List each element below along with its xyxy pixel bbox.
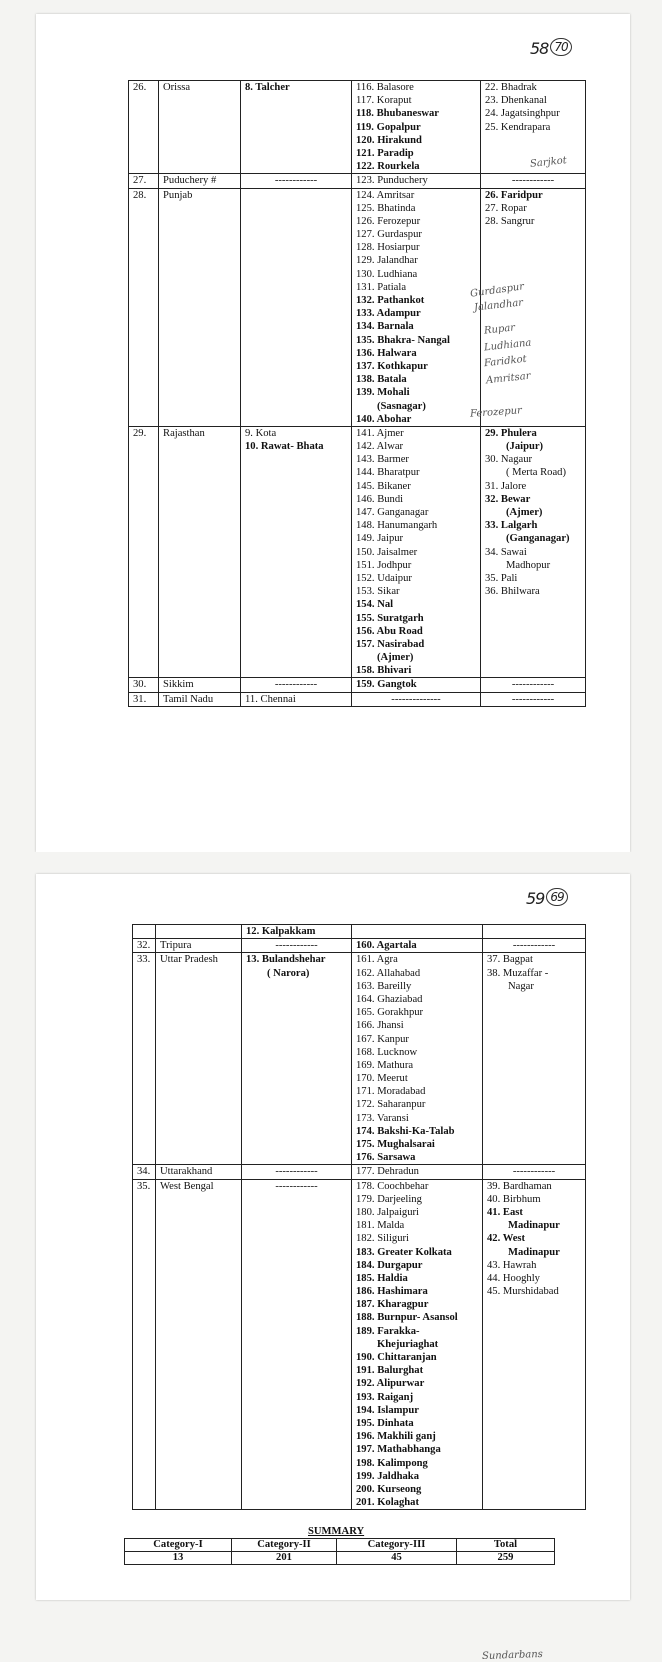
table-row: [133, 925, 586, 939]
city-entry: Madinapur: [508, 1246, 560, 1258]
summary-header-row: [125, 1539, 555, 1552]
city-entry: 147. Ganganagar: [356, 507, 429, 519]
city-entry: 35. Pali: [485, 572, 518, 584]
city-entry: 171. Moradabad: [356, 1086, 426, 1098]
city-entry: (Ajmer): [506, 507, 543, 519]
serial-number-cell: 35.: [133, 1179, 156, 1510]
summary-header: Category-I: [125, 1539, 232, 1552]
category-2-cell: [352, 953, 483, 1165]
city-entry: ------------: [512, 940, 556, 952]
city-entry: 183. Greater Kolkata: [356, 1246, 452, 1258]
city-entry: 164. Ghaziabad: [356, 993, 423, 1005]
city-entry: 42. West: [487, 1233, 526, 1245]
city-entry: 198. Kalimpong: [356, 1457, 428, 1469]
serial-number-cell: 32.: [133, 939, 156, 953]
city-entry: 165. Gorakhpur: [356, 1007, 424, 1019]
category-2-cell: [352, 678, 481, 692]
city-entry: 157. Nasirabad: [356, 638, 425, 650]
state-cell: Tripura: [156, 939, 242, 953]
city-entry: 184. Durgapur: [356, 1259, 423, 1271]
city-entry: 22. Bhadrak: [485, 82, 537, 93]
serial-number-cell: 26.: [129, 81, 159, 174]
category-1-cell: [241, 692, 352, 706]
summary-title: SUMMARY: [308, 1526, 365, 1537]
city-entry: 190. Chittaranjan: [356, 1352, 437, 1364]
city-entry: 175. Mughalsarai: [356, 1139, 435, 1151]
page-number: 59 69: [526, 888, 568, 908]
handwritten-note: Sarjkot: [529, 155, 568, 170]
category-2-cell: [352, 925, 483, 939]
city-entry: 33. Lalgarh: [485, 520, 538, 532]
city-entry: 119. Gopalpur: [356, 121, 421, 133]
category-2-cell: [352, 692, 481, 706]
city-entry: ( Merta Road): [506, 467, 567, 479]
handwritten-note: Ludhiana: [483, 337, 532, 354]
city-entry: 195. Dinhata: [356, 1417, 414, 1429]
category-3-cell: [483, 1165, 586, 1179]
city-entry: 10. Rawat- Bhata: [245, 441, 324, 453]
category-3-cell: [481, 426, 586, 678]
city-entry: 28. Sangrur: [485, 215, 535, 227]
summary-header: Category-III: [337, 1539, 457, 1552]
city-entry: 149. Jaipur: [356, 533, 404, 545]
city-entry: 150. Jaisalmer: [356, 546, 418, 558]
city-entry: 132. Pathankot: [356, 295, 425, 307]
city-entry: 181. Malda: [356, 1220, 405, 1232]
city-category-table: [128, 80, 586, 707]
summary-value: 45: [337, 1552, 457, 1565]
category-1-cell: [241, 426, 352, 678]
city-entry: 13. Bulandshehar: [246, 954, 326, 966]
city-entry: 136. Halwara: [356, 347, 417, 359]
table-row: [129, 174, 586, 188]
city-entry: ------------: [511, 693, 555, 705]
table-row: [129, 678, 586, 692]
handwritten-note: Faridkot: [483, 353, 528, 370]
city-entry: 146. Bundi: [356, 493, 404, 505]
city-entry: 159. Gangtok: [356, 679, 417, 691]
category-2-cell: [352, 81, 481, 174]
table-row: [129, 426, 586, 678]
city-entry: 193. Raiganj: [356, 1391, 414, 1403]
handwritten-note: Ferozepur: [469, 405, 523, 420]
city-entry: 156. Abu Road: [356, 625, 423, 637]
city-entry: (Jaipur): [506, 441, 544, 453]
city-entry: ------------: [275, 940, 318, 952]
city-entry: 155. Suratgarh: [356, 612, 424, 624]
city-entry: 141. Ajmer: [356, 427, 404, 439]
city-entry: 117. Koraput: [356, 95, 412, 107]
serial-number-cell: 28.: [129, 188, 159, 426]
city-entry: --------------: [391, 693, 441, 705]
state-cell: Rajasthan: [159, 426, 241, 678]
table-row: [133, 953, 586, 1165]
category-3-cell: [483, 953, 586, 1165]
city-entry: 185. Haldia: [356, 1272, 408, 1284]
table-row: [129, 81, 586, 174]
city-entry: 191. Balurghat: [356, 1365, 424, 1377]
city-entry: 133. Adampur: [356, 308, 421, 320]
city-entry: 36. Bhilwara: [485, 586, 540, 598]
city-entry: (Ajmer): [377, 652, 414, 664]
state-cell: Puduchery #: [159, 174, 241, 188]
city-entry: ------------: [274, 175, 318, 187]
city-entry: 25. Kendrapara: [485, 121, 551, 133]
city-entry: 178. Coochbehar: [356, 1180, 429, 1192]
category-1-cell: [242, 939, 352, 953]
city-entry: 196. Makhili ganj: [356, 1431, 436, 1443]
city-entry: 11. Chennai: [245, 693, 296, 705]
summary-value-row: [125, 1552, 555, 1565]
city-entry: Nagar: [508, 980, 534, 992]
city-entry: 187. Kharagpur: [356, 1299, 429, 1311]
city-entry: 128. Hosiarpur: [356, 242, 420, 254]
serial-number-cell: 27.: [129, 174, 159, 188]
category-3-cell: [481, 174, 586, 188]
city-entry: 126. Ferozepur: [356, 215, 421, 227]
city-entry: 188. Burnpur- Asansol: [356, 1312, 458, 1324]
city-entry: 116. Balasore: [356, 82, 414, 93]
city-entry: 154. Nal: [356, 599, 394, 611]
city-entry: ------------: [511, 679, 555, 691]
table-row: [133, 939, 586, 953]
city-entry: 174. Bakshi-Ka-Talab: [356, 1125, 455, 1137]
city-entry: ------------: [275, 1180, 318, 1192]
summary-value: 259: [457, 1552, 555, 1565]
handwritten-note: Amritsar: [485, 370, 532, 387]
city-entry: 23. Dhenkanal: [485, 95, 547, 107]
city-entry: 44. Hooghly: [487, 1272, 540, 1284]
city-entry: 123. Punduchery: [356, 175, 428, 187]
city-entry: 199. Jaldhaka: [356, 1470, 419, 1482]
city-entry: 135. Bhakra- Nangal: [356, 334, 450, 346]
city-entry: 153. Sikar: [356, 586, 400, 598]
serial-number-cell: 31.: [129, 692, 159, 706]
city-entry: 167. Kanpur: [356, 1033, 409, 1045]
city-entry: 177. Dehradun: [356, 1166, 419, 1178]
table-row: [129, 692, 586, 706]
city-entry: 189. Farakka-: [356, 1325, 420, 1337]
city-entry: 9. Kota: [245, 427, 277, 439]
city-entry: 32. Bewar: [485, 493, 531, 505]
city-entry: 139. Mohali: [356, 387, 410, 399]
serial-number-cell: 34.: [133, 1165, 156, 1179]
city-entry: 163. Bareilly: [356, 980, 412, 992]
city-entry: ------------: [511, 175, 555, 187]
city-entry: 173. Varansi: [356, 1112, 409, 1124]
city-entry: 127. Gurdaspur: [356, 229, 422, 241]
serial-number-cell: [133, 925, 156, 939]
category-3-cell: [483, 1179, 586, 1510]
city-entry: 27. Ropar: [485, 202, 527, 214]
category-1-cell: [242, 1165, 352, 1179]
city-entry: 30. Nagaur: [485, 454, 533, 466]
city-entry: 169. Mathura: [356, 1059, 414, 1071]
city-entry: Khejuriaghat: [377, 1338, 439, 1350]
city-entry: 145. Bikaner: [356, 480, 411, 492]
city-entry: 138. Batala: [356, 374, 407, 386]
category-3-cell: [483, 939, 586, 953]
city-entry: 129. Jalandhar: [356, 255, 418, 267]
city-entry: 176. Sarsawa: [356, 1152, 416, 1164]
summary-table: [124, 1538, 555, 1565]
city-entry: ------------: [512, 1166, 556, 1178]
city-entry: 194. Islampur: [356, 1404, 419, 1416]
state-cell: Tamil Nadu: [159, 692, 241, 706]
category-3-cell: [481, 678, 586, 692]
state-cell: Uttar Pradesh: [156, 953, 242, 1165]
serial-number-cell: 30.: [129, 678, 159, 692]
city-entry: (Ganganagar): [506, 533, 570, 545]
category-1-cell: [241, 81, 352, 174]
category-1-cell: [242, 1179, 352, 1510]
city-entry: 125. Bhatinda: [356, 202, 416, 214]
city-entry: 151. Jodhpur: [356, 559, 412, 571]
category-1-cell: [241, 678, 352, 692]
city-entry: 134. Barnala: [356, 321, 414, 333]
summary-value: 201: [232, 1552, 337, 1565]
city-entry: 158. Bhivari: [356, 665, 412, 677]
handwritten-note: Rupar: [483, 322, 516, 337]
city-entry: 130. Ludhiana: [356, 268, 418, 280]
city-entry: 179. Darjeeling: [356, 1193, 422, 1205]
city-entry: 31. Jalore: [485, 480, 527, 492]
city-entry: 192. Alipurwar: [356, 1378, 425, 1390]
city-entry: Madhopur: [506, 559, 551, 571]
state-cell: [156, 925, 242, 939]
city-entry: 161. Agra: [356, 954, 398, 966]
category-2-cell: [352, 939, 483, 953]
category-1-cell: [242, 953, 352, 1165]
summary-header: Category-II: [232, 1539, 337, 1552]
serial-number-cell: 33.: [133, 953, 156, 1165]
city-entry: 186. Hashimara: [356, 1286, 428, 1298]
city-entry: 201. Kolaghat: [356, 1497, 419, 1509]
city-entry: 152. Udaipur: [356, 572, 412, 584]
city-entry: 124. Amritsar: [356, 189, 415, 201]
summary-value: 13: [125, 1552, 232, 1565]
city-entry: 142. Alwar: [356, 441, 404, 453]
city-entry: 140. Abohar: [356, 413, 412, 425]
city-entry: 172. Saharanpur: [356, 1099, 426, 1111]
handwritten-note: Jalandhar: [473, 297, 524, 314]
city-category-table: [132, 924, 586, 1510]
city-entry: 120. Hirakund: [356, 134, 422, 146]
state-cell: West Bengal: [156, 1179, 242, 1510]
table-row: [133, 1179, 586, 1510]
document-page-1: [36, 14, 630, 852]
city-entry: 26. Faridpur: [485, 189, 543, 201]
category-1-cell: [241, 174, 352, 188]
document-page-2: [36, 874, 630, 1662]
state-cell: Orissa: [159, 81, 241, 174]
city-entry: 39. Bardhaman: [487, 1180, 552, 1192]
city-entry: 137. Kothkapur: [356, 360, 428, 372]
handwritten-note: Gurdaspur: [469, 281, 525, 300]
category-2-cell: [352, 174, 481, 188]
city-entry: Madinapur: [508, 1220, 560, 1232]
city-entry: 40. Birbhum: [487, 1193, 541, 1205]
table-row: [133, 1165, 586, 1179]
city-entry: 143. Barmer: [356, 454, 409, 466]
category-2-cell: [352, 426, 481, 678]
city-entry: ------------: [275, 1166, 318, 1178]
state-cell: Punjab: [159, 188, 241, 426]
city-entry: (Sasnagar): [377, 400, 426, 412]
handwritten-note: Sundarbans: [481, 1648, 543, 1662]
city-entry: 197. Mathabhanga: [356, 1444, 441, 1456]
city-entry: 131. Patiala: [356, 281, 407, 293]
city-entry: 166. Jhansi: [356, 1020, 404, 1032]
page-gap: [0, 852, 662, 874]
serial-number-cell: 29.: [129, 426, 159, 678]
city-entry: 45. Murshidabad: [487, 1286, 559, 1298]
city-entry: ( Narora): [267, 967, 310, 979]
city-entry: 37. Bagpat: [487, 954, 533, 966]
state-cell: Uttarakhand: [156, 1165, 242, 1179]
city-entry: 122. Rourkela: [356, 161, 420, 173]
category-1-cell: [242, 925, 352, 939]
state-cell: Sikkim: [159, 678, 241, 692]
category-2-cell: [352, 1179, 483, 1510]
city-entry: ------------: [274, 679, 318, 691]
city-entry: 162. Allahabad: [356, 967, 421, 979]
category-1-cell: [241, 188, 352, 426]
city-entry: 121. Paradip: [356, 147, 414, 159]
city-entry: 160. Agartala: [356, 940, 417, 952]
city-entry: 8. Talcher: [245, 82, 290, 93]
city-entry: 38. Muzaffar -: [487, 967, 549, 979]
city-entry: 170. Meerut: [356, 1073, 408, 1085]
city-entry: 144. Bharatpur: [356, 467, 420, 479]
city-entry: 182. Siliguri: [356, 1233, 409, 1245]
city-entry: 34. Sawai: [485, 546, 527, 558]
city-entry: 118. Bhubaneswar: [356, 108, 440, 120]
category-3-cell: [483, 925, 586, 939]
city-entry: 43. Hawrah: [487, 1259, 537, 1271]
page-number: 58 70: [530, 38, 572, 58]
city-entry: 180. Jalpaiguri: [356, 1206, 419, 1218]
city-entry: 41. East: [487, 1206, 523, 1218]
city-entry: 12. Kalpakkam: [246, 926, 316, 937]
summary-header: Total: [457, 1539, 555, 1552]
city-entry: 200. Kurseong: [356, 1483, 422, 1495]
category-2-cell: [352, 188, 481, 426]
city-entry: 148. Hanumangarh: [356, 520, 438, 532]
city-entry: 24. Jagatsinghpur: [485, 108, 560, 120]
city-entry: 29. Phulera: [485, 427, 537, 439]
category-3-cell: [481, 692, 586, 706]
category-2-cell: [352, 1165, 483, 1179]
city-entry: 168. Lucknow: [356, 1046, 418, 1058]
